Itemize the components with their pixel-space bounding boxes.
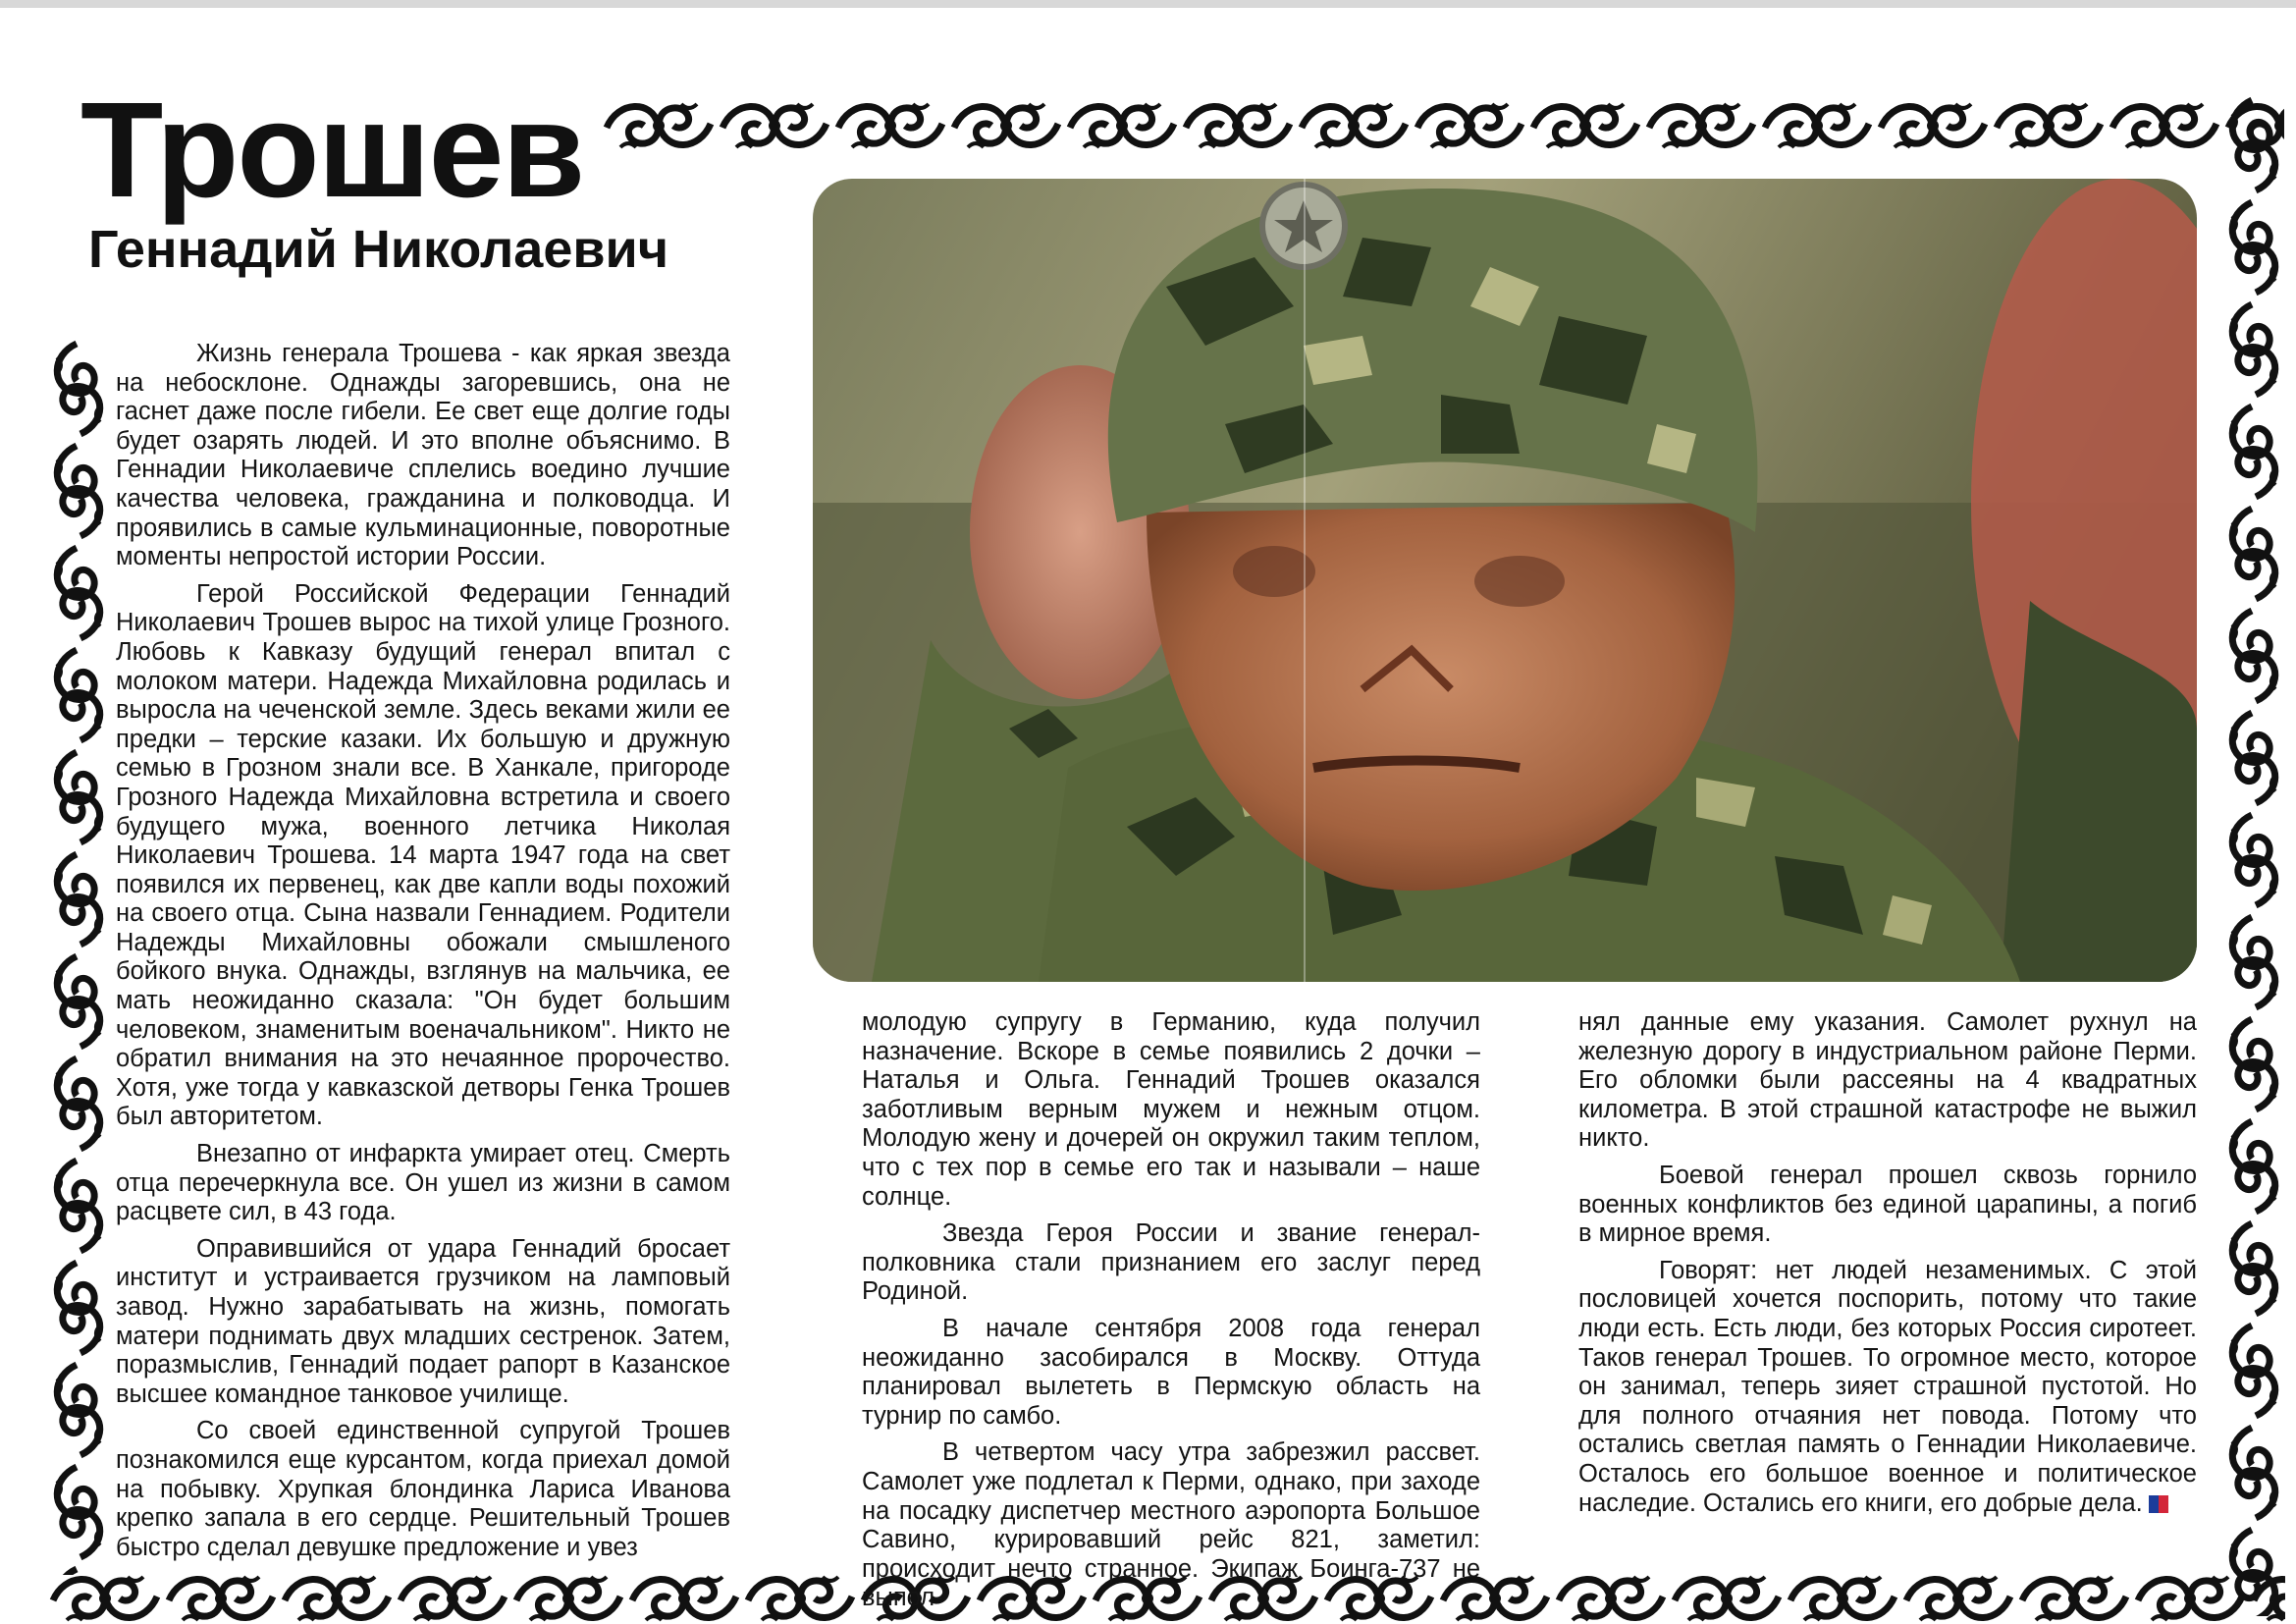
paragraph-text: Говорят: нет людей незаменимых. С этой пословицей хочется поспорить, потому что такие люди есть. Есть люди, без которых Россия сиротеет. Таков генерал Трошев. То огромное место, которое он занимал, теперь зияет страшной пустотой. Но для полного отчаяния нет повода. Потому что остались светлая память о Геннадии Николаевиче. Осталось его большое военное и политическое наследие. Остались его книги, его добрые дела. bbox=[1578, 1256, 2197, 1517]
paragraph: Внезапно от инфаркта умирает отец. Смерть отца перечеркнула все. Он ушел из жизни в самом расцвете сил, в 43 года. bbox=[116, 1140, 730, 1226]
paragraph: Со своей единственной супругой Трошев познакомился еще курсантом, когда приехал домой на побывку. Хрупкая блондинка Лариса Иванова крепко запала в его сердце. Решительный Трошев быстро сделал девушке предложение и увез bbox=[116, 1417, 730, 1561]
paragraph: нял данные ему указания. Самолет рухнул на железную дорогу в индустриальном районе Перми. Его обломки были рассеяны на 4 квадратных километра. В этой страшной катастрофе не выжил никто. bbox=[1578, 1008, 2197, 1153]
text-column-1 bbox=[116, 340, 730, 1570]
ornament-border-right bbox=[2222, 94, 2285, 1616]
paragraph: молодую супругу в Германию, куда получил назначение. Вскоре в семье появились 2 дочки – Наталья и Ольга. Геннадий Трошев оказался заботливым верным мужем и нежным отцом. Молодую жену и дочерей он окружил таким теплом, что с тех пор в семье его так и называли – наше солнце. bbox=[862, 1008, 1480, 1211]
paragraph: В начале сентября 2008 года генерал неожиданно засобирался в Москву. Оттуда планировал вылететь в Пермскую область на турнир по самбо. bbox=[862, 1314, 1480, 1430]
paragraph: Герой Российской Федерации Геннадий Николаевич Трошев вырос на тихой улице Грозного. Любовь к Кавказу будущий генерал впитал с молоком матери. Надежда Михайловна родилась и выросла на чеченской земле. Здесь веками жили ее предки – терские казаки. Их большую и дружную семью в Грозном знали все. В Ханкале, пригороде Грозного Надежда Михайловна встретила и своего будущего мужа, военного летчика Николая Николаевич Трошева. 14 марта 1947 года на свет появился их первенец, как две капли воды похожий на своего отца. Сына назвали Геннадием. Родители Надежды Михайловны обожали смышленого бойкого внука. Однажды, взглянув на мальчика, ее мать неожиданно сказала: "Он будет большим человеком, знаменитым военачальником". Никто не обратил внимания на это нечаянное пророчество. Хотя, уже тогда у кавказской детворы Генка Трошев был авторитетом. bbox=[116, 579, 730, 1131]
paragraph: Жизнь генерала Трошева - как яркая звезда на небосклоне. Однажды загоревшись, она не гаснет даже после гибели. Ее свет еще долгие годы будет озарять людей. И это вполне объяснимо. В Геннадии Николаевиче сплелись воедино лучшие качества человека, гражданина и полководца. И проявились в самые кульминационные, поворотные моменты непростой истории России. bbox=[116, 340, 730, 571]
paragraph: Оправившийся от удара Геннадий бросает институт и устраивается грузчиком на ламповый завод. Нужно зарабатывать на жизнь, помогать матери поднимать двух младших сестренок. Затем, поразмыслив, Геннадий подает рапорт в Казанское высшее командное танковое училище. bbox=[116, 1234, 730, 1408]
ornament-border-left bbox=[47, 338, 110, 1575]
scan-edge bbox=[0, 0, 2296, 8]
end-of-article-flag-icon bbox=[2149, 1495, 2168, 1513]
paragraph: Боевой генерал прошел сквозь горнило военных конфликтов без единой царапины, а погиб в мирное время. bbox=[1578, 1161, 2197, 1248]
text-column-3 bbox=[1578, 1008, 2197, 1526]
page-title: Трошев bbox=[80, 75, 584, 226]
paragraph: Звезда Героя России и звание генерал-полковника стали признанием его заслуг перед Родиной. bbox=[862, 1219, 1480, 1306]
ornament-border-top bbox=[601, 94, 2284, 157]
paragraph bbox=[1578, 1257, 2197, 1518]
text-column-2 bbox=[862, 1008, 1480, 1621]
page-subtitle: Геннадий Николаевич bbox=[88, 220, 669, 279]
portrait-photo bbox=[813, 179, 2197, 982]
paragraph: В четвертом часу утра забрезжил рассвет. Самолет уже подлетал к Перми, однако, при заходе на посадку диспетчер местного аэропорта Большое Савино, курировавший рейс 821, заметил: происходит нечто странное. Экипаж Боинга-737 не выпол- bbox=[862, 1438, 1480, 1612]
